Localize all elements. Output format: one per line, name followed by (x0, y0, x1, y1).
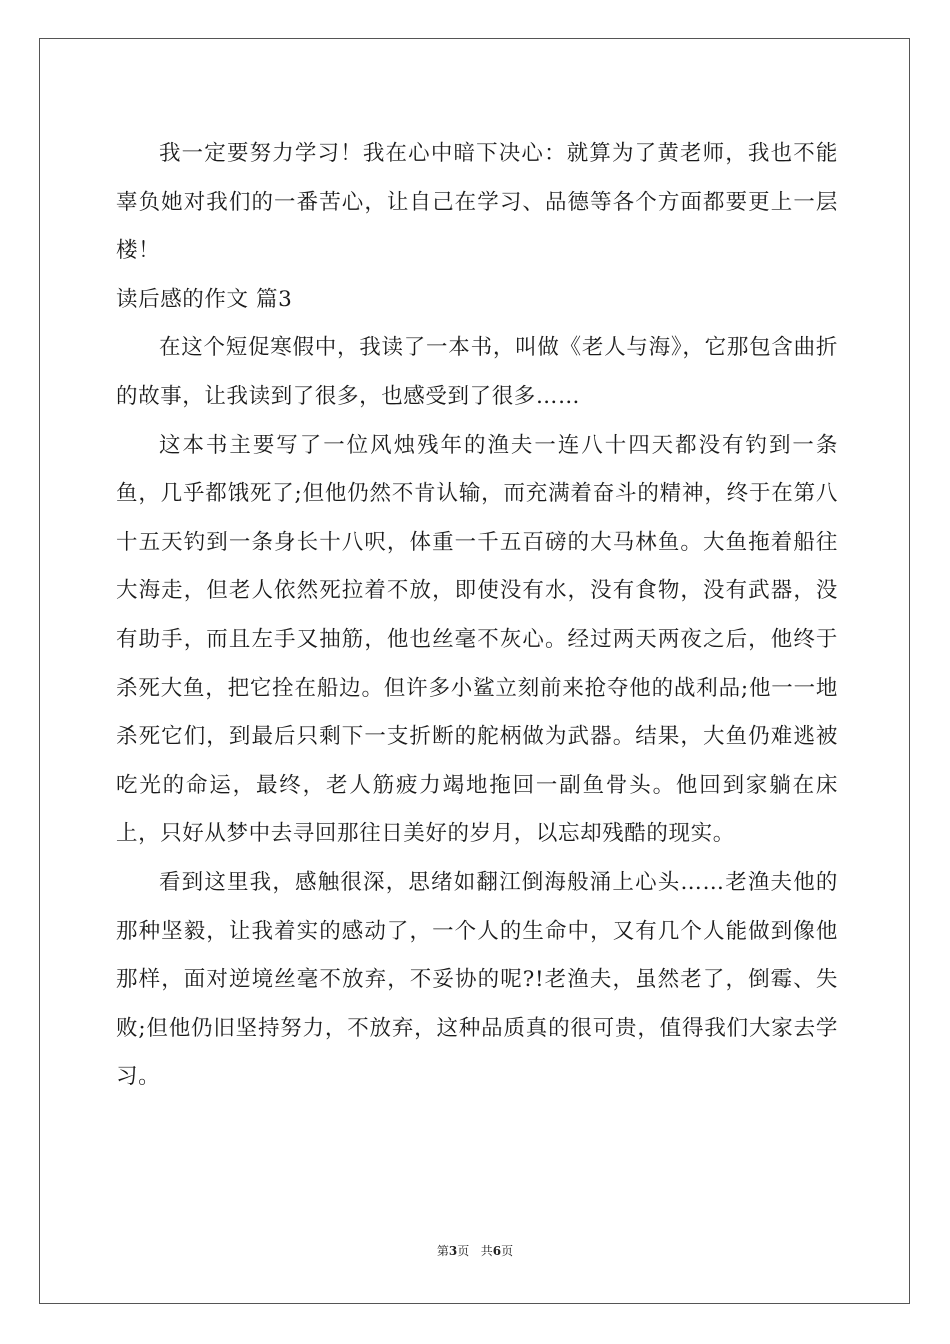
paragraph-1: 我一定要努力学习！我在心中暗下决心：就算为了黄老师，我也不能辜负她对我们的一番苦心，让自己在学习、品德等各个方面都要更上一层楼！ (116, 141, 838, 264)
page-suffix: 页 (457, 1244, 470, 1258)
section-heading: 读后感的作文 篇3 (116, 286, 293, 312)
page-total: 6 (492, 1244, 502, 1258)
document-body (116, 130, 838, 1102)
paragraph-3: 这本书主要写了一位风烛残年的渔夫一连八十四天都没有钓到一条鱼，几乎都饿死了;但他仍然不肯认输，而充满着奋斗的精神，终于在第八十五天钓到一条身长十八呎，体重一千五百磅的大马林鱼。大鱼拖着船往大海走，但老人依然死拉着不放，即使没有水，没有食物，没有武器，没有助手，而且左手又抽筋，他也丝毫不灰心。经过两天两夜之后，他终于杀死大鱼，把它拴在船边。但许多小鲨立刻前来抢夺他的战利品;他一一地杀死它们，到最后只剩下一支折断的舵柄做为武器。结果，大鱼仍难逃被吃光的命运，最终，老人筋疲力竭地拖回一副鱼骨头。他回到家躺在床上，只好从梦中去寻回那往日美好的岁月，以忘却残酷的现实。 (116, 432, 838, 847)
page-current: 3 (448, 1244, 458, 1258)
page-footer (0, 1242, 950, 1259)
total-prefix: 共 (480, 1244, 493, 1258)
paragraph-2: 在这个短促寒假中，我读了一本书，叫做《老人与海》，它那包含曲折的故事，让我读到了很多，也感受到了很多…… (116, 335, 838, 409)
total-suffix: 页 (501, 1244, 514, 1258)
paragraph-4: 看到这里我，感触很深，思绪如翻江倒海般涌上心头……老渔夫他的那种坚毅，让我着实的感动了，一个人的生命中，又有几个人能做到像他那样，面对逆境丝毫不放弃，不妥协的呢?!老渔夫，虽然老了，倒霉、失败;但他仍旧坚持努力，不放弃，这种品质真的很可贵，值得我们大家去学习。 (116, 869, 838, 1090)
page-prefix: 第 (436, 1244, 449, 1258)
